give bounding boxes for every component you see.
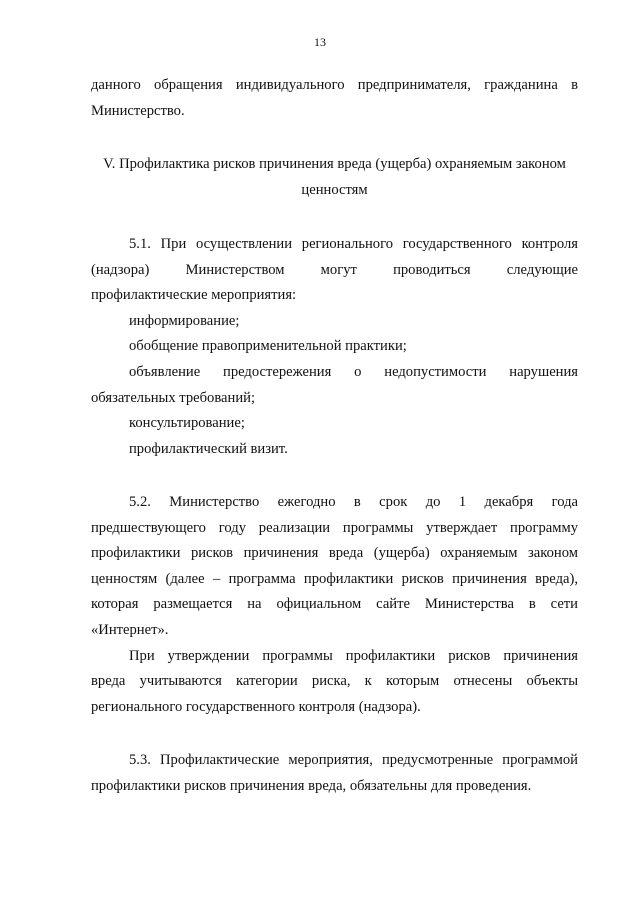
text-line: профилактики рисков причинения вреда, обязательны для проведения. bbox=[91, 777, 532, 794]
list-item: объявление предостережения о недопустимости нарушения bbox=[129, 363, 578, 380]
list-item: консультирование; bbox=[129, 415, 245, 432]
list-item: обобщение правоприменительной практики; bbox=[129, 338, 407, 355]
text-line: ценностям (далее – программа профилактики рисков причинения вреда), bbox=[91, 570, 578, 587]
text-line: профилактические мероприятия: bbox=[91, 287, 297, 304]
text-line: (надзора) Министерством могут проводиться следующие bbox=[91, 261, 578, 278]
text-line: При утверждении программы профилактики рисков причинения bbox=[129, 647, 578, 664]
text-line: регионального государственного контроля (надзора). bbox=[91, 698, 421, 715]
text-line: Министерство. bbox=[91, 102, 185, 119]
list-item: информирование; bbox=[129, 312, 240, 329]
paragraph-5-1 bbox=[91, 232, 578, 462]
text-line: данного обращения индивидуального предпринимателя, гражданина в bbox=[91, 77, 578, 93]
paragraph-5-2 bbox=[91, 490, 578, 720]
heading-line: ценностям bbox=[301, 181, 368, 198]
text-line: 5.2. Министерство ежегодно в срок до 1 декабря года bbox=[129, 494, 578, 510]
text-line: которая размещается на официальном сайте Министерства в сети bbox=[91, 596, 578, 613]
text-line: 5.1. При осуществлении регионального государственного контроля bbox=[129, 236, 578, 252]
text-line: 5.3. Профилактические мероприятия, предусмотренные программой bbox=[129, 752, 578, 768]
page-number: 13 bbox=[314, 35, 326, 49]
text-line: профилактики рисков причинения вреда (ущерба) охраняемым законом bbox=[91, 545, 578, 562]
heading-line: V. Профилактика рисков причинения вреда (ущерба) охраняемым законом bbox=[103, 156, 566, 172]
text-line: вреда учитываются категории риска, к которым отнесены объекты bbox=[91, 673, 578, 690]
list-item-continuation: обязательных требований; bbox=[91, 389, 256, 406]
list-item: профилактический визит. bbox=[129, 440, 288, 457]
section-heading bbox=[91, 152, 578, 203]
text-line: предшествующего году реализации программы утверждает программу bbox=[91, 519, 578, 536]
paragraph-5-3 bbox=[91, 748, 578, 799]
text-line: «Интернет». bbox=[91, 621, 169, 638]
continuation-paragraph bbox=[91, 73, 578, 124]
